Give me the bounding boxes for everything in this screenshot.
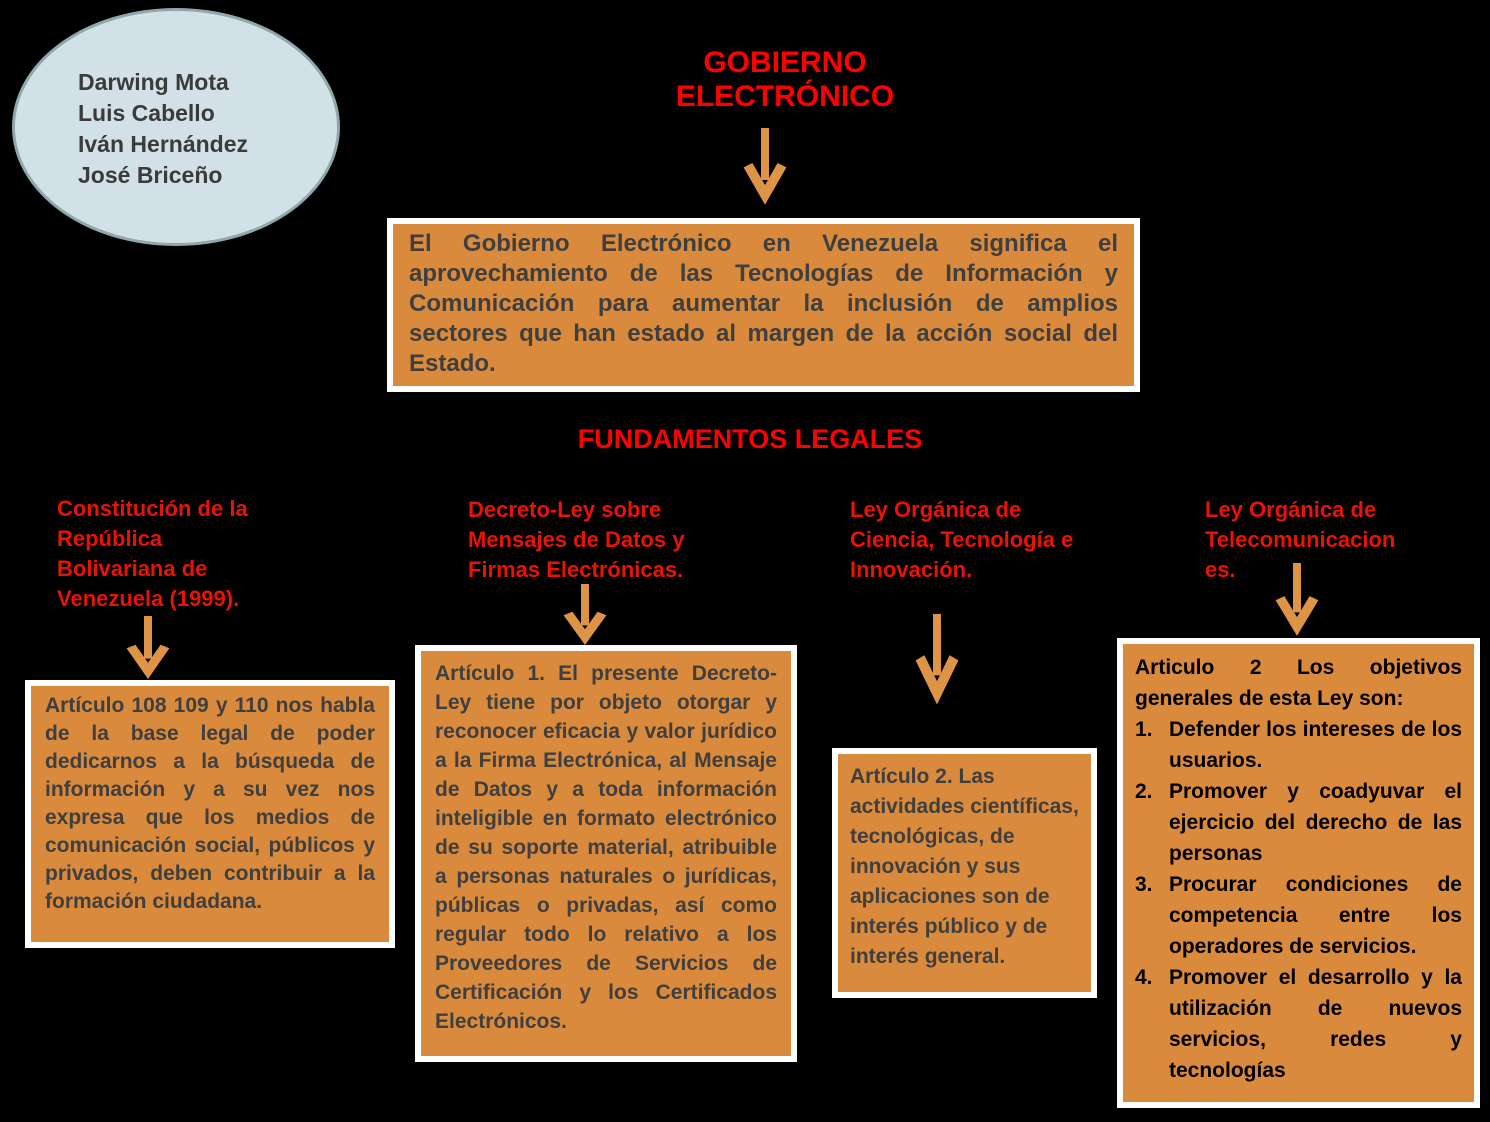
- arrow-down-icon: [743, 128, 787, 206]
- list-item: [1135, 714, 1462, 776]
- authors-list: [78, 67, 248, 191]
- box-decreto-ley-text: Artículo 1. El presente Decreto-Ley tiene por objeto otorgar y reconocer eficacia y valor jurídico a la Firma Electrónica, al Mensaje de Datos y a toda información inteligible en formato electrónico de su soporte material, atribuible a personas naturales o jurídicas, públicas o privadas, así como regular todo lo relativo a los Proveedores de Servicios de Certificación y los Certificados Electrónicos.: [435, 662, 777, 1033]
- box-constitucion: [25, 680, 395, 948]
- page-title: GOBIERNO ELECTRÓNICO: [675, 46, 895, 113]
- box-ley-telecom-intro: Articulo 2 Los objetivos generales de esta Ley son:: [1135, 656, 1462, 710]
- intro-box: [387, 218, 1140, 392]
- list-item-text: Promover y coadyuvar el ejercicio del derecho de las personas: [1169, 780, 1462, 865]
- list-item-number: 1.: [1135, 718, 1153, 741]
- author-name: Darwing Mota: [78, 69, 229, 95]
- author-name: Luis Cabello: [78, 100, 215, 126]
- list-item: [1135, 776, 1462, 869]
- intro-text: El Gobierno Electrónico en Venezuela significa el aprovechamiento de las Tecnologías de Información y Comunicación para aumentar la inclusión de amplios sectores que han estado al margen de la acción social del Estado.: [409, 230, 1118, 377]
- arrow-down-icon: [1275, 563, 1319, 637]
- list-item-text: Promover el desarrollo y la utilización de nuevos servicios, redes y tecnologías: [1169, 966, 1462, 1082]
- list-item-number: 3.: [1135, 873, 1153, 896]
- column-heading-decreto-ley: Decreto-Ley sobre Mensajes de Datos y Firmas Electrónicas.: [468, 497, 685, 582]
- column-heading-ley-telecom: Ley Orgánica de Telecomunicacion es.: [1205, 497, 1396, 582]
- box-ley-telecom: [1117, 638, 1480, 1108]
- author-name: Iván Hernández: [78, 131, 248, 157]
- arrow-down-icon: [915, 614, 959, 706]
- column-heading-ley-ciencia: Ley Orgánica de Ciencia, Tecnología e Innovación.: [850, 497, 1074, 582]
- authors-ellipse: [12, 8, 340, 246]
- list-item: [1135, 869, 1462, 962]
- arrow-down-icon: [126, 616, 170, 680]
- arrow-down-icon: [563, 584, 607, 646]
- section-title: FUNDAMENTOS LEGALES: [577, 424, 923, 454]
- list-item-number: 4.: [1135, 966, 1153, 989]
- box-decreto-ley: [415, 645, 797, 1062]
- list-item-text: Procurar condiciones de competencia entre los operadores de servicios.: [1169, 873, 1462, 958]
- list-item: [1135, 962, 1462, 1086]
- author-name: José Briceño: [78, 162, 223, 188]
- list-item-text: Defender los intereses de los usuarios.: [1169, 718, 1462, 772]
- column-heading-constitucion: Constitución de la República Bolivariana de Venezuela (1999).: [57, 496, 248, 611]
- box-ley-ciencia-text: Artículo 2. Las actividades científicas, tecnológicas, de innovación y sus aplicaciones son de interés público y de interés general.: [850, 765, 1079, 968]
- list-item-number: 2.: [1135, 780, 1153, 803]
- box-constitucion-text: Artículo 108 109 y 110 nos habla de la base legal de poder dedicarnos a la búsqueda de información y a su vez nos expresa que los medios de comunicación social, públicos y privados, deben contribuir a la formación ciudadana.: [45, 694, 375, 913]
- box-ley-ciencia: [832, 748, 1097, 998]
